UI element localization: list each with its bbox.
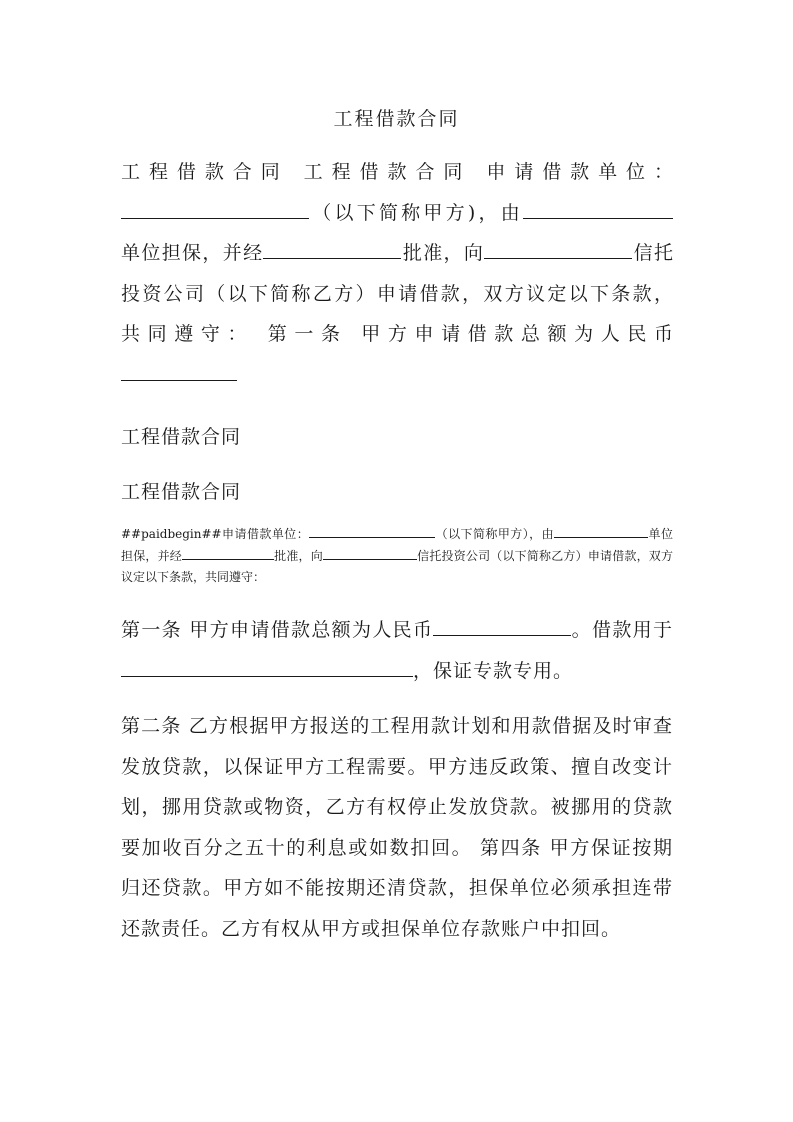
article-1-text-2: 。借款用于	[571, 619, 673, 641]
small-text-5: 信托投资公司（以下简称乙方）申请借款，双方议定以下条款，共同遵守：	[121, 548, 673, 584]
loan-purpose-blank	[121, 656, 413, 677]
intro-text-1: 工程借款合同 工程借款合同 申请借款单位：	[121, 161, 673, 183]
guarantor-blank	[523, 198, 673, 219]
small-text-1: ##paidbegin##申请借款单位：	[121, 527, 310, 541]
intro-text-4: 投资公司（以下简称乙方）申请借款，双方议定以下条款，	[121, 282, 673, 305]
document-title: 工程借款合同	[333, 108, 460, 130]
intro-text-3b: 批准，向	[401, 242, 485, 264]
small-text-3: 单位担保，并经	[121, 527, 673, 563]
amount-blank	[121, 360, 237, 381]
intro-line-1	[121, 152, 673, 193]
section-heading-1: 工程借款合同	[121, 426, 242, 448]
small-borrower-blank	[309, 524, 435, 538]
small-text-4: 批准，向	[273, 548, 323, 563]
article-1-text-1: 第一条 甲方申请借款总额为人民币	[121, 619, 434, 641]
intro-line-3	[121, 233, 673, 274]
loan-amount-blank	[433, 615, 571, 636]
section-heading-2: 工程借款合同	[121, 481, 242, 503]
intro-paragraph	[121, 152, 673, 395]
intro-line-5	[121, 314, 673, 355]
intro-text-2: （以下简称甲方)，由	[309, 201, 523, 224]
borrower-blank	[121, 198, 309, 219]
article-1	[121, 610, 673, 691]
intro-text-3c: 信托	[632, 242, 673, 264]
intro-text-5: 共同遵守： 第一条 甲方申请借款总额为人民币	[121, 323, 673, 345]
intro-text-3a: 单位担保，并经	[121, 242, 264, 264]
article-1-text-3: ，保证专款专用。	[413, 659, 574, 682]
intro-line-6	[121, 355, 673, 396]
small-trust-blank	[323, 546, 417, 560]
small-text-2: （以下简称甲方），由	[435, 527, 555, 541]
small-approver-blank	[182, 546, 274, 560]
approver-blank	[263, 238, 401, 259]
article-2: 第二条 乙方根据甲方报送的工程用款计划和用款借据及时审查发放贷款，以保证甲方工程需要。甲方违反政策、擅自改变计划，挪用贷款或物资，乙方有权停止发放贷款。被挪用的贷款要加收百分之五十的利息或如数扣回。 第四条 甲方保证按期归还贷款。甲方如不能按期还清贷款，担保单位必须承担连带还款责任。乙方有权从甲方或担保单位存款账户中扣回。	[121, 715, 673, 940]
trust-company-blank	[484, 238, 632, 259]
small-guarantor-blank	[554, 524, 648, 538]
intro-line-4	[121, 274, 673, 315]
small-print-paragraph	[121, 524, 673, 589]
intro-line-2	[121, 193, 673, 234]
